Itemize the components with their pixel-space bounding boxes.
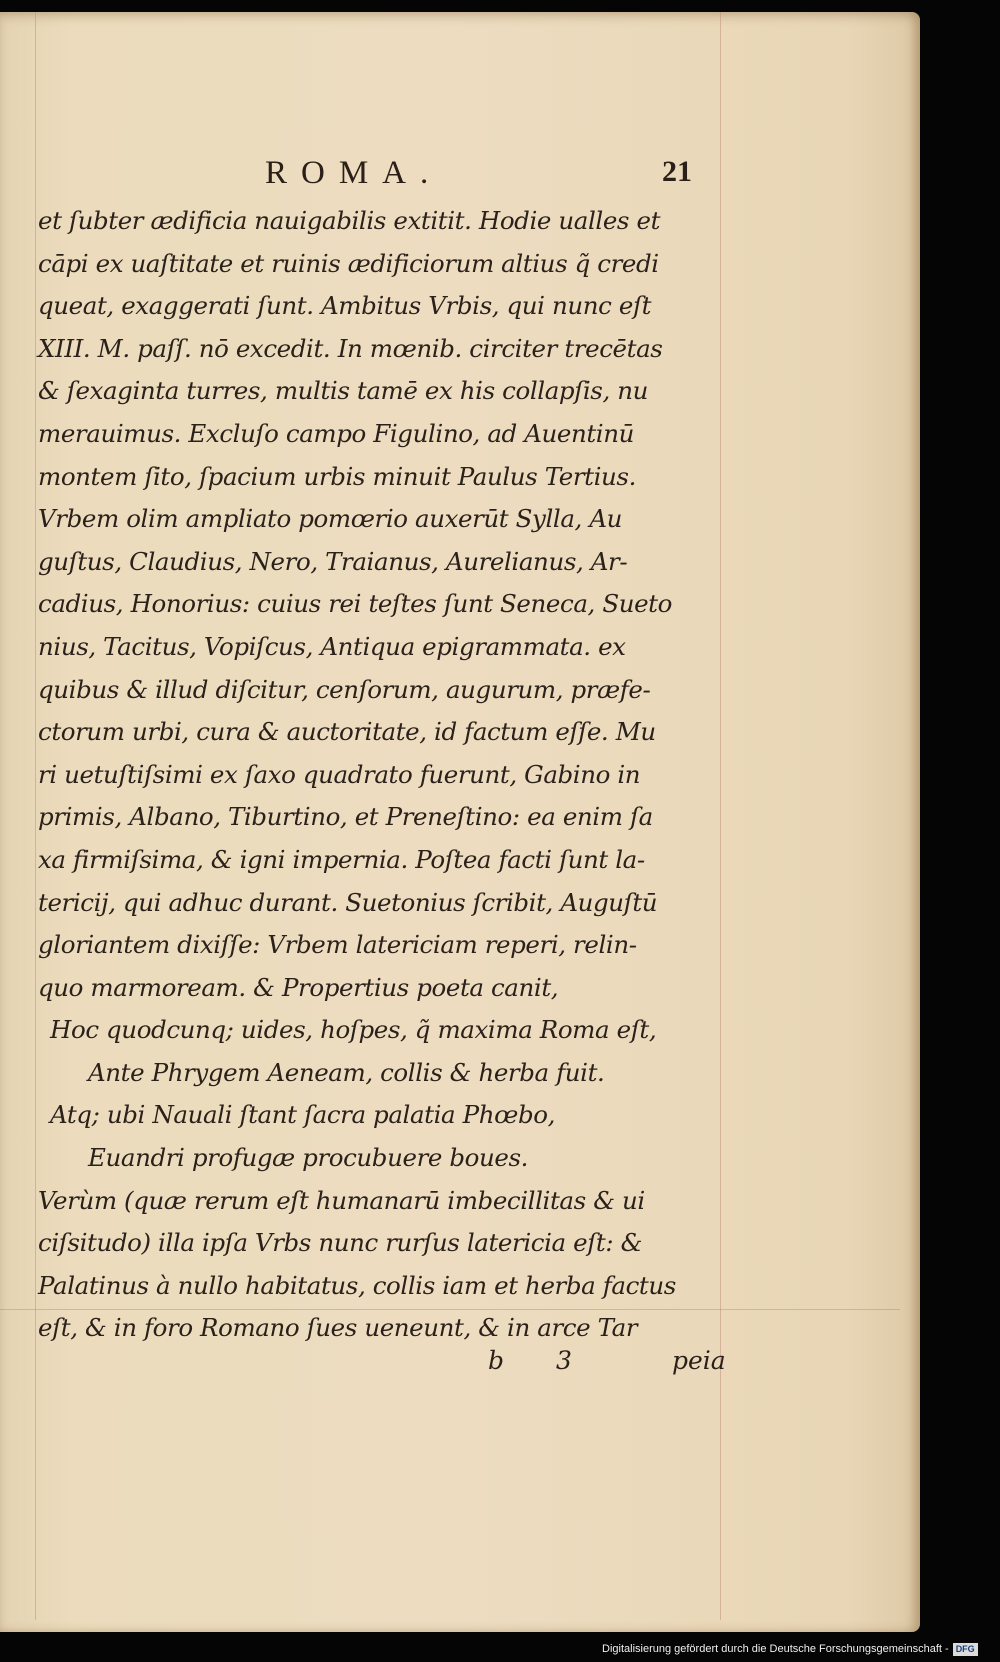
page-number: 21 <box>662 155 692 188</box>
text-line: tericij, qui adhuc durant. Suetonius ſcribit, Auguſtū <box>38 887 658 917</box>
text-line: xa firmiſsima, & igni impernia. Poſtea facti ſunt la- <box>38 844 645 874</box>
signature-number: 3 <box>556 1346 572 1375</box>
funding-notice <box>602 1640 978 1658</box>
text-line: ciſsitudo) illa ipſa Vrbs nunc rurſus latericia eſt: & <box>38 1228 642 1258</box>
text-line: gloriantem dixiſſe: Vrbem latericiam reperi, relin- <box>38 930 637 960</box>
text-line: & ſexaginta turres, multis tamē ex his collapſis, nu <box>38 376 649 406</box>
text-line: ctorum urbi, cura & auctoritate, id factum eſſe. Mu <box>38 717 656 747</box>
dfg-logo: DFG <box>953 1643 978 1656</box>
catchword: peia <box>672 1346 726 1375</box>
text-line: cāpi ex uaſtitate et ruinis ædificiorum altius q̃ credi <box>38 248 659 278</box>
text-line: primis, Albano, Tiburtino, et Preneſtino: ea enim ſa <box>38 802 653 832</box>
text-line: Vrbem olim ampliato pomœrio auxerūt Sylla, Au <box>38 504 622 534</box>
text-line: XIII. M. paſſ. nō excedit. In mœnib. circiter trecētas <box>38 333 663 363</box>
margin-rule-left <box>35 12 36 1620</box>
text-line: quibus & illud diſcitur, cenſorum, augurum, præfe- <box>38 674 651 704</box>
verse-line: Atq; ubi Nauali ſtant ſacra palatia Phœbo, <box>50 1100 555 1130</box>
text-line: queat, exaggerati ſunt. Ambitus Vrbis, qui nunc eſt <box>38 291 652 321</box>
text-line: guſtus, Claudius, Nero, Traianus, Aurelianus, Ar- <box>38 546 628 576</box>
text-line: cadius, Honorius: cuius rei teſtes ſunt Seneca, Sueto <box>38 589 672 619</box>
verse-line: Euandri profugæ procubuere boues. <box>88 1143 529 1173</box>
signature-mark: b <box>488 1346 505 1375</box>
text-line: quo marmoream. & Propertius poeta canit, <box>38 972 559 1002</box>
text-line: Verùm (quæ rerum eſt humanarū imbecillitas & ui <box>38 1185 645 1215</box>
verse-line: Hoc quodcunq; uides, hoſpes, q̃ maxima Roma eſt, <box>50 1015 657 1045</box>
body-text <box>38 200 728 1350</box>
text-line: Palatinus à nullo habitatus, collis iam et herba factus <box>38 1270 676 1300</box>
text-line: ri uetuſtiſsimi ex ſaxo quadrato fuerunt, Gabino in <box>38 759 641 789</box>
text-line: et ſubter ædificia nauigabilis extitit. Hodie ualles et <box>38 206 661 235</box>
running-head: ROMA. <box>265 155 443 191</box>
text-line: nius, Tacitus, Vopiſcus, Antiqua epigrammata. ex <box>38 631 626 661</box>
text-line: eſt, & in foro Romano ſues ueneunt, & in arce Tar <box>38 1313 638 1343</box>
text-line: merauimus. Excluſo campo Figulino, ad Auentinū <box>38 418 634 448</box>
book-page <box>0 12 920 1632</box>
funding-text: Digitalisierung gefördert durch die Deutsche Forschungsgemeinschaft - <box>602 1643 949 1655</box>
verse-line: Ante Phrygem Aeneam, collis & herba fuit. <box>88 1057 605 1087</box>
text-line: montem ſito, ſpacium urbis minuit Paulus Tertius. <box>38 461 636 491</box>
